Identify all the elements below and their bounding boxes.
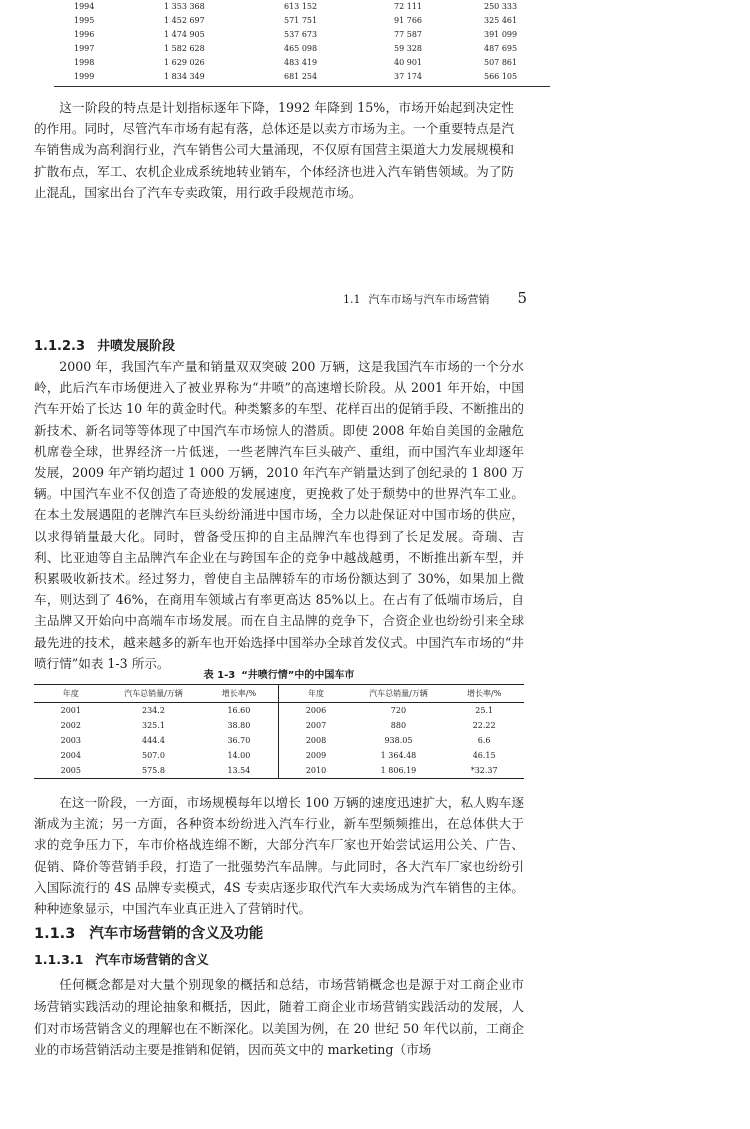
table-cell: 465 098 <box>284 44 318 53</box>
table-cell: 250 333 <box>484 2 518 11</box>
table-row <box>34 703 524 719</box>
table-row <box>34 748 524 763</box>
table-cell: 6.6 <box>477 736 491 745</box>
table-cell: 507 861 <box>484 58 518 67</box>
paragraph-boom-stage: 2000 年，我国汽车产量和销量双双突破 200 万辆，这是我国汽车市场的一个分水岭，此后汽车市场便进入了被业界称为“井喷”的高速增长阶段。从 2001 年开始，中国汽车开始了长达 10 年的黄金时代。种类繁多的车型、花样百出的促销手段、不断推出的新技术、新名词等等体现了中国汽车市场惊人的潜质。即使 2008 年始自美国的金融危机席卷全球，世界经济一片低迷，一些老牌汽车巨头破产、重组，而中国汽车业却逐年发展，2009 年产销均超过 1 000 万辆，2010 年汽车产销量达到了创纪录的 1 800 万辆。中国汽车业不仅创造了奇迹般的发展速度，更挽救了处于颓势中的世界汽车工业。在本土发展遇阻的老牌汽车巨头纷纷涌进中国市场，全力以赴保证对中国市场的供应，以求得销量最大化。同时，曾备受压抑的自主品牌汽车也得到了长足发展。奇瑞、吉利、比亚迪等自主品牌汽车企业在与跨国车企的竞争中越战越勇，不断推出新车型，并积累吸收新技术。经过努力，曾使自主品牌轿车的市场份额达到了 30%，如果加上微车，则达到了 46%，在商用车领域占有率更高达 85%以上。在占有了低端市场后，自主品牌又开始向中高端车市场发展。而在自主品牌的竞争下，合资企业也纷纷引来全球最先进的技术，越来越多的新车也开始选择中国举办全球首发仪式。中国汽车市场的“井喷行情”如表 1-3 所示。 <box>34 359 525 671</box>
paragraph-planning-stage: 这一阶段的特点是计划指标逐年下降，1992 年降到 15%，市场开始起到决定性的作用。同时，尽管汽车市场有起有落，总体还是以卖方市场为主。一个重要特点是汽车销售成为高利润行业，汽车销售公司大量涌现，不仅原有国营主渠道大力发展规模和扩散布点，军工、农机企业成系统地转业销车，个体经济也进入汽车销售领域。为了防止混乱，国家出台了汽车专卖政策，用行政手段规范市场。 <box>34 100 514 200</box>
table-cell: 537 673 <box>284 30 318 39</box>
table-row <box>54 56 550 70</box>
continued-data-table <box>54 0 550 87</box>
paragraph-marketing-era: 在这一阶段，一方面，市场规模每年以增长 100 万辆的速度迅速扩大，私人购车逐渐成为主流；另一方面，各种资本纷纷进入汽车行业，新车型频频推出，在总体供大于求的竞争压力下，车市价格战连绵不断，大部分汽车厂家也开始尝试运用公关、广告、促销、降价等营销手段，打造了一批强势汽车品牌。与此同时，各大汽车厂家也纷纷引入国际流行的 4S 品牌专卖模式，4S 专卖店逐步取代汽车大卖场成为汽车销售的主体。种种迹象显示，中国汽车业真正进入了营销时代。 <box>34 795 524 917</box>
table-cell: 46.15 <box>472 751 496 760</box>
section-heading-1-1-2-3 <box>34 335 175 354</box>
table-cell: 38.80 <box>227 721 251 730</box>
section-number: 1.1.3.1 <box>34 952 84 967</box>
table-row <box>54 70 550 87</box>
table-cell: *32.37 <box>444 763 524 779</box>
running-header-title: 汽车市场与汽车市场营销 <box>368 293 490 306</box>
table-row <box>34 763 524 779</box>
section-number: 1.1.2.3 <box>34 339 85 354</box>
table-cell: 2007 <box>279 718 353 733</box>
table-caption <box>34 666 524 681</box>
table-cell: 1999 <box>54 70 164 87</box>
section-title: 汽车市场营销的含义 <box>95 952 209 967</box>
table-cell: 2005 <box>34 763 108 779</box>
section-heading-1-1-3-1 <box>34 949 209 968</box>
table-cell: 1997 <box>74 44 95 53</box>
section-number: 1.1.3 <box>34 926 76 942</box>
table-header-cell: 汽车总销量/万辆 <box>108 685 200 703</box>
table-cell: 234.2 <box>142 706 165 715</box>
table-cell: 1996 <box>74 30 95 39</box>
running-header-section: 1.1 <box>343 293 361 306</box>
boom-market-table <box>34 684 524 779</box>
table-row <box>34 718 524 733</box>
section-heading-1-1-3 <box>34 922 263 943</box>
table-header-cell: 增长率/% <box>444 685 524 703</box>
table-cell: 16.60 <box>227 706 251 715</box>
table-cell: 1998 <box>74 58 95 67</box>
table-row <box>54 42 550 56</box>
table-cell: 720 <box>390 706 407 715</box>
table-cell: 2002 <box>60 721 81 730</box>
section-title: 井喷发展阶段 <box>97 339 176 354</box>
running-header <box>343 289 527 307</box>
table-number: 表 1-3 <box>203 670 236 681</box>
table-cell: 613 152 <box>284 2 318 11</box>
table-header-cell: 汽车总销量/万辆 <box>353 685 445 703</box>
table-cell: 1995 <box>74 16 95 25</box>
table-row <box>34 733 524 748</box>
table-cell: 1 353 368 <box>164 2 205 11</box>
table-title: “井喷行情”中的中国车市 <box>241 670 355 681</box>
table-cell: 1 364.48 <box>380 751 417 760</box>
table-header-cell: 年度 <box>279 685 353 703</box>
table-cell: 938.05 <box>384 736 413 745</box>
table-cell: 1 629 026 <box>164 58 205 67</box>
table-cell: 22.22 <box>472 721 496 730</box>
table-cell: 681 254 <box>284 70 394 87</box>
table-header-cell: 年度 <box>34 685 108 703</box>
table-cell: 487 695 <box>484 44 518 53</box>
table-cell: 325.1 <box>142 721 165 730</box>
table-cell: 2003 <box>60 736 81 745</box>
table-row <box>54 0 550 14</box>
table-cell: 40 901 <box>394 58 422 67</box>
table-cell: 571 751 <box>284 16 318 25</box>
table-cell: 507.0 <box>142 751 165 760</box>
table-cell: 2004 <box>60 751 81 760</box>
table-cell: 2006 <box>279 703 353 719</box>
table-cell: 2001 <box>60 706 81 715</box>
section-title: 汽车市场营销的含义及功能 <box>89 926 264 942</box>
table-cell: 880 <box>390 721 407 730</box>
table-cell: 444.4 <box>142 736 165 745</box>
table-cell: 77 587 <box>394 30 422 39</box>
table-cell: 325 461 <box>484 16 518 25</box>
table-cell: 2008 <box>279 733 353 748</box>
table-cell: 36.70 <box>227 736 251 745</box>
table-cell: 72 111 <box>394 2 422 11</box>
table-cell: 575.8 <box>108 763 200 779</box>
paragraph-marketing-concept: 任何概念都是对大量个别现象的概括和总结，市场营销概念也是源于对工商企业市场营销实践活动的理论抽象和概括，因此，随着工商企业市场营销实践活动的发展，人们对市场营销含义的理解也在不断深化。以美国为例，在 20 世纪 50 年代以前，工商企业的市场营销活动主要是推销和促销，因而英文中的 marketing（市场 <box>34 977 524 1058</box>
table-cell: 1 582 628 <box>164 44 205 53</box>
table-cell: 13.54 <box>199 763 279 779</box>
table-cell: 1 834 349 <box>164 70 284 87</box>
table-cell: 59 328 <box>394 44 422 53</box>
table-cell: 1994 <box>74 2 95 11</box>
table-cell: 2010 <box>279 763 353 779</box>
table-cell: 14.00 <box>227 751 251 760</box>
table-cell: 566 105 <box>484 70 550 87</box>
table-row <box>54 28 550 42</box>
table-cell: 25.1 <box>475 706 494 715</box>
page-number: 5 <box>517 289 528 307</box>
table-cell: 1 806.19 <box>353 763 445 779</box>
table-header-cell: 增长率/% <box>199 685 279 703</box>
table-cell: 483 419 <box>284 58 318 67</box>
table-row <box>54 14 550 28</box>
table-cell: 1 452 697 <box>164 16 205 25</box>
table-cell: 37 174 <box>394 70 484 87</box>
table-cell: 1 474 905 <box>164 30 205 39</box>
table-cell: 91 766 <box>394 16 422 25</box>
table-cell: 2009 <box>279 748 353 763</box>
table-cell: 391 099 <box>484 30 518 39</box>
